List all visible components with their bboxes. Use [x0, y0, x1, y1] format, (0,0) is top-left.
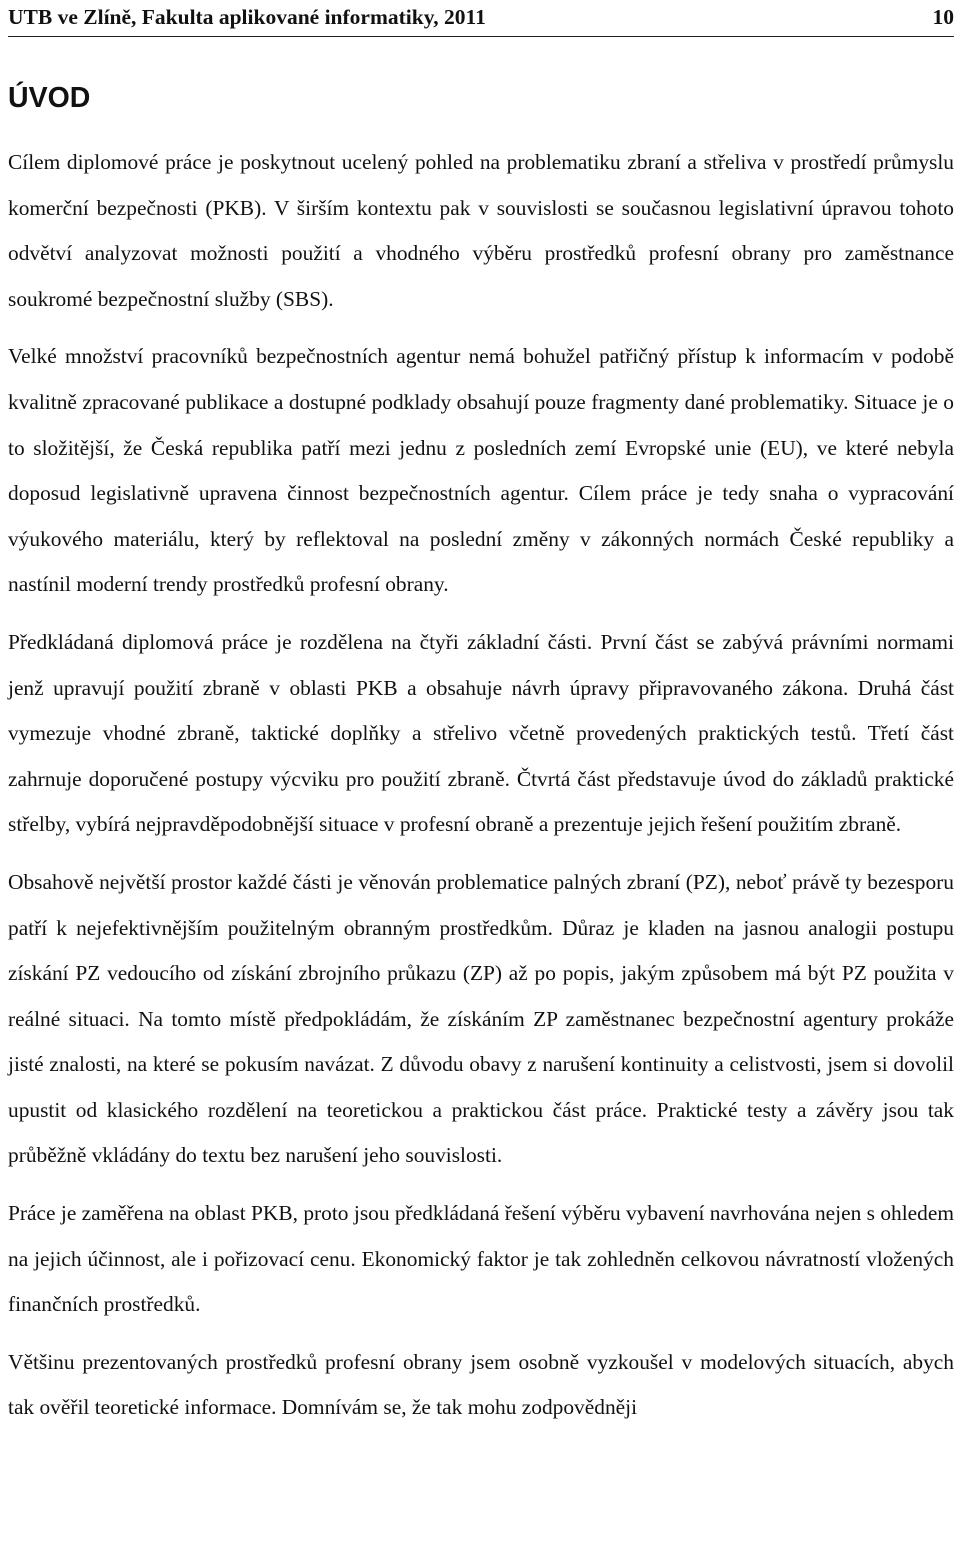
section-heading: ÚVOD: [8, 82, 91, 114]
paragraph: Práce je zaměřena na oblast PKB, proto jsou předkládaná řešení výběru vybavení navrhována nejen s ohledem na jejich účinnost, ale i pořizovací cenu. Ekonomický faktor je tak zohledněn celkovou návratností vložených finančních prostředků.: [8, 1201, 954, 1317]
page-number: 10: [932, 5, 954, 29]
paragraph: Obsahově největší prostor každé části je věnován problematice palných zbraní (PZ), neboť právě ty bezesporu patří k nejefektivnějším použitelným obranným prostředkům. Důraz je kladen na jasnou analogii postupu získání PZ vedoucího od získání zbrojního průkazu (ZP) až po popis, jakým způsobem má být PZ použita v reálné situaci. Na tomto místě předpokládám, že získáním ZP zaměstnanec bezpečnostní agentury prokáže jisté znalosti, na které se pokusím navázat. Z důvodu obavy z narušení kontinuity a celistvosti, jsem si dovolil upustit od klasického rozdělení na teoretickou a praktickou část práce. Praktické testy a závěry jsou tak průběžně vkládány do textu bez narušení jeho souvislosti.: [8, 869, 954, 1168]
body-text: [8, 140, 954, 1443]
paragraph: Velké množství pracovníků bezpečnostních agentur nemá bohužel patřičný přístup k informacím v podobě kvalitně zpracované publikace a dostupné podklady obsahují pouze fragmenty dané problematiky. Situace je o to složitější, že Česká republika patří mezi jednu z posledních zemí Evropské unie (EU), ve které nebyla doposud legislativně upravena činnost bezpečnostních agentur. Cílem práce je tedy snaha o vypracování výukového materiálu, který by reflektoval na poslední změny v zákonných normách České republiky a nastínil moderní trendy prostředků profesní obrany.: [8, 344, 954, 597]
running-header: [8, 2, 954, 37]
paragraph: Většinu prezentovaných prostředků profesní obrany jsem osobně vyzkoušel v modelových situacích, abych tak ověřil teoretické informace. Domnívám se, že tak mohu zodpovědněji: [8, 1349, 954, 1420]
paragraph: Předkládaná diplomová práce je rozdělena na čtyři základní části. První část se zabývá právními normami jenž upravují použití zbraně v oblasti PKB a obsahuje návrh úpravy připravovaného zákona. Druhá část vymezuje vhodné zbraně, taktické doplňky a střelivo včetně provedených praktických testů. Třetí část zahrnuje doporučené postupy výcviku pro použití zbraně. Čtvrtá část představuje úvod do základů praktické střelby, vybírá nejpravděpodobnější situace v profesní obraně a prezentuje jejich řešení použitím zbraně.: [8, 629, 954, 837]
paragraph: Cílem diplomové práce je poskytnout ucelený pohled na problematiku zbraní a střeliva v prostředí průmyslu komerční bezpečnosti (PKB). V širším kontextu pak v souvislosti se současnou legislativní úpravou tohoto odvětví analyzovat možnosti použití a vhodného výběru prostředků profesní obrany pro zaměstnance soukromé bezpečnostní služby (SBS).: [8, 150, 954, 311]
header-title: UTB ve Zlíně, Fakulta aplikované informatiky, 2011: [8, 5, 486, 29]
